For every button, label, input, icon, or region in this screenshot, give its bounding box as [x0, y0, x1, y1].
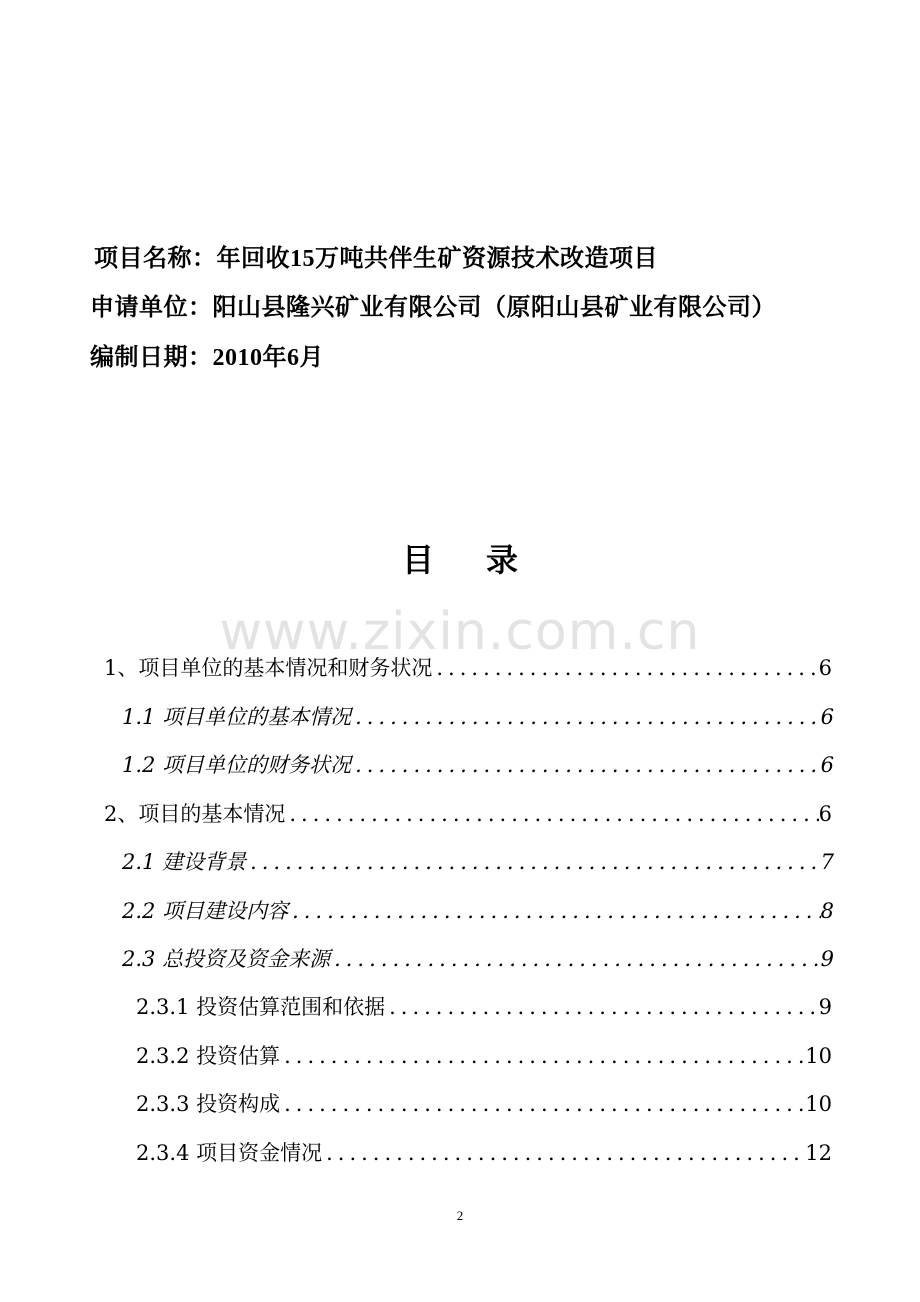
toc-entry-2-3-4[interactable] — [136, 1137, 832, 1171]
project-name-prefix: 年回收 — [216, 244, 290, 272]
toc-leader-dots — [330, 947, 821, 971]
page-number: 2 — [456, 1208, 464, 1223]
compile-date-line — [90, 337, 324, 372]
project-name-suffix: 万吨共伴生矿资源技术改造项目 — [315, 244, 658, 272]
toc-leader-dots — [351, 705, 821, 729]
toc-entry-2-3-2[interactable] — [136, 1040, 832, 1074]
toc-leader-dots — [432, 656, 818, 680]
toc-entry-page: 6 — [820, 753, 834, 777]
toc-entry-page: 6 — [818, 802, 832, 826]
toc-entry-label: 2.3 总投资及资金来源 — [122, 947, 331, 971]
toc-entry-page: 10 — [805, 1044, 832, 1068]
toc-entry-label: 2.3.1 投资估算范围和依据 — [136, 995, 386, 1019]
toc-entry-page: 6 — [818, 656, 832, 680]
toc-entry-2[interactable] — [104, 798, 832, 832]
toc-entry-label: 2.3.3 投资构成 — [136, 1092, 281, 1116]
toc-entry-label: 2.3.4 项目资金情况 — [136, 1141, 323, 1165]
project-name-line — [94, 238, 658, 273]
compile-date-label: 编制日期： — [90, 343, 213, 371]
toc-heading: 目录 — [401, 541, 570, 579]
toc-entry-label: 1、项目单位的基本情况和财务状况 — [104, 656, 433, 680]
toc-leader-dots — [246, 850, 821, 874]
project-name-number: 15 — [290, 246, 315, 272]
toc-entry-label: 2.3.2 投资估算 — [136, 1044, 281, 1068]
applicant-unit-label: 申请单位： — [90, 293, 213, 321]
toc-entry-page: 8 — [820, 899, 834, 923]
toc-entry-2-3-3[interactable] — [136, 1088, 832, 1122]
toc-entry-page: 12 — [805, 1141, 832, 1165]
toc-entry-page: 10 — [805, 1092, 832, 1116]
compile-date-month-unit: 月 — [299, 343, 324, 371]
toc-entry-label: 1.1 项目单位的基本情况 — [122, 705, 352, 729]
toc-entry-label: 2.1 建设背景 — [122, 850, 247, 874]
toc-leader-dots — [385, 995, 819, 1019]
toc-leader-dots — [322, 1141, 805, 1165]
toc-entry-page: 6 — [820, 705, 834, 729]
toc-entry-label: 2、项目的基本情况 — [104, 802, 286, 826]
applicant-unit-value: 阳山县隆兴矿业有限公司（原阳山县矿业有限公司） — [212, 293, 776, 321]
compile-date-year-unit: 年 — [262, 343, 287, 371]
compile-date-year: 2010 — [212, 345, 263, 371]
toc-leader-dots — [280, 1044, 805, 1068]
toc-leader-dots — [288, 899, 821, 923]
toc-leader-dots — [280, 1092, 805, 1116]
toc-entry-label: 1.2 项目单位的财务状况 — [122, 753, 352, 777]
toc-entry-2-2[interactable] — [122, 895, 834, 929]
toc-entry-2-3[interactable] — [122, 943, 834, 977]
toc-leader-dots — [285, 802, 818, 826]
toc-entry-2-1[interactable] — [122, 846, 834, 880]
toc-entry-label: 2.2 项目建设内容 — [122, 899, 289, 923]
toc-entry-page: 9 — [820, 947, 834, 971]
watermark: www.zixin.com.cn — [219, 602, 701, 662]
toc-entry-1-1[interactable] — [122, 701, 834, 735]
toc-leader-dots — [351, 753, 821, 777]
toc-entry-1[interactable] — [104, 652, 832, 686]
applicant-unit-line — [90, 287, 776, 322]
toc-entry-page: 9 — [818, 995, 832, 1019]
project-name-label: 项目名称： — [94, 244, 217, 272]
toc-entry-2-3-1[interactable] — [136, 991, 832, 1025]
compile-date-month: 6 — [287, 345, 300, 371]
toc-entry-page: 7 — [820, 850, 834, 874]
toc-entry-1-2[interactable] — [122, 749, 834, 783]
